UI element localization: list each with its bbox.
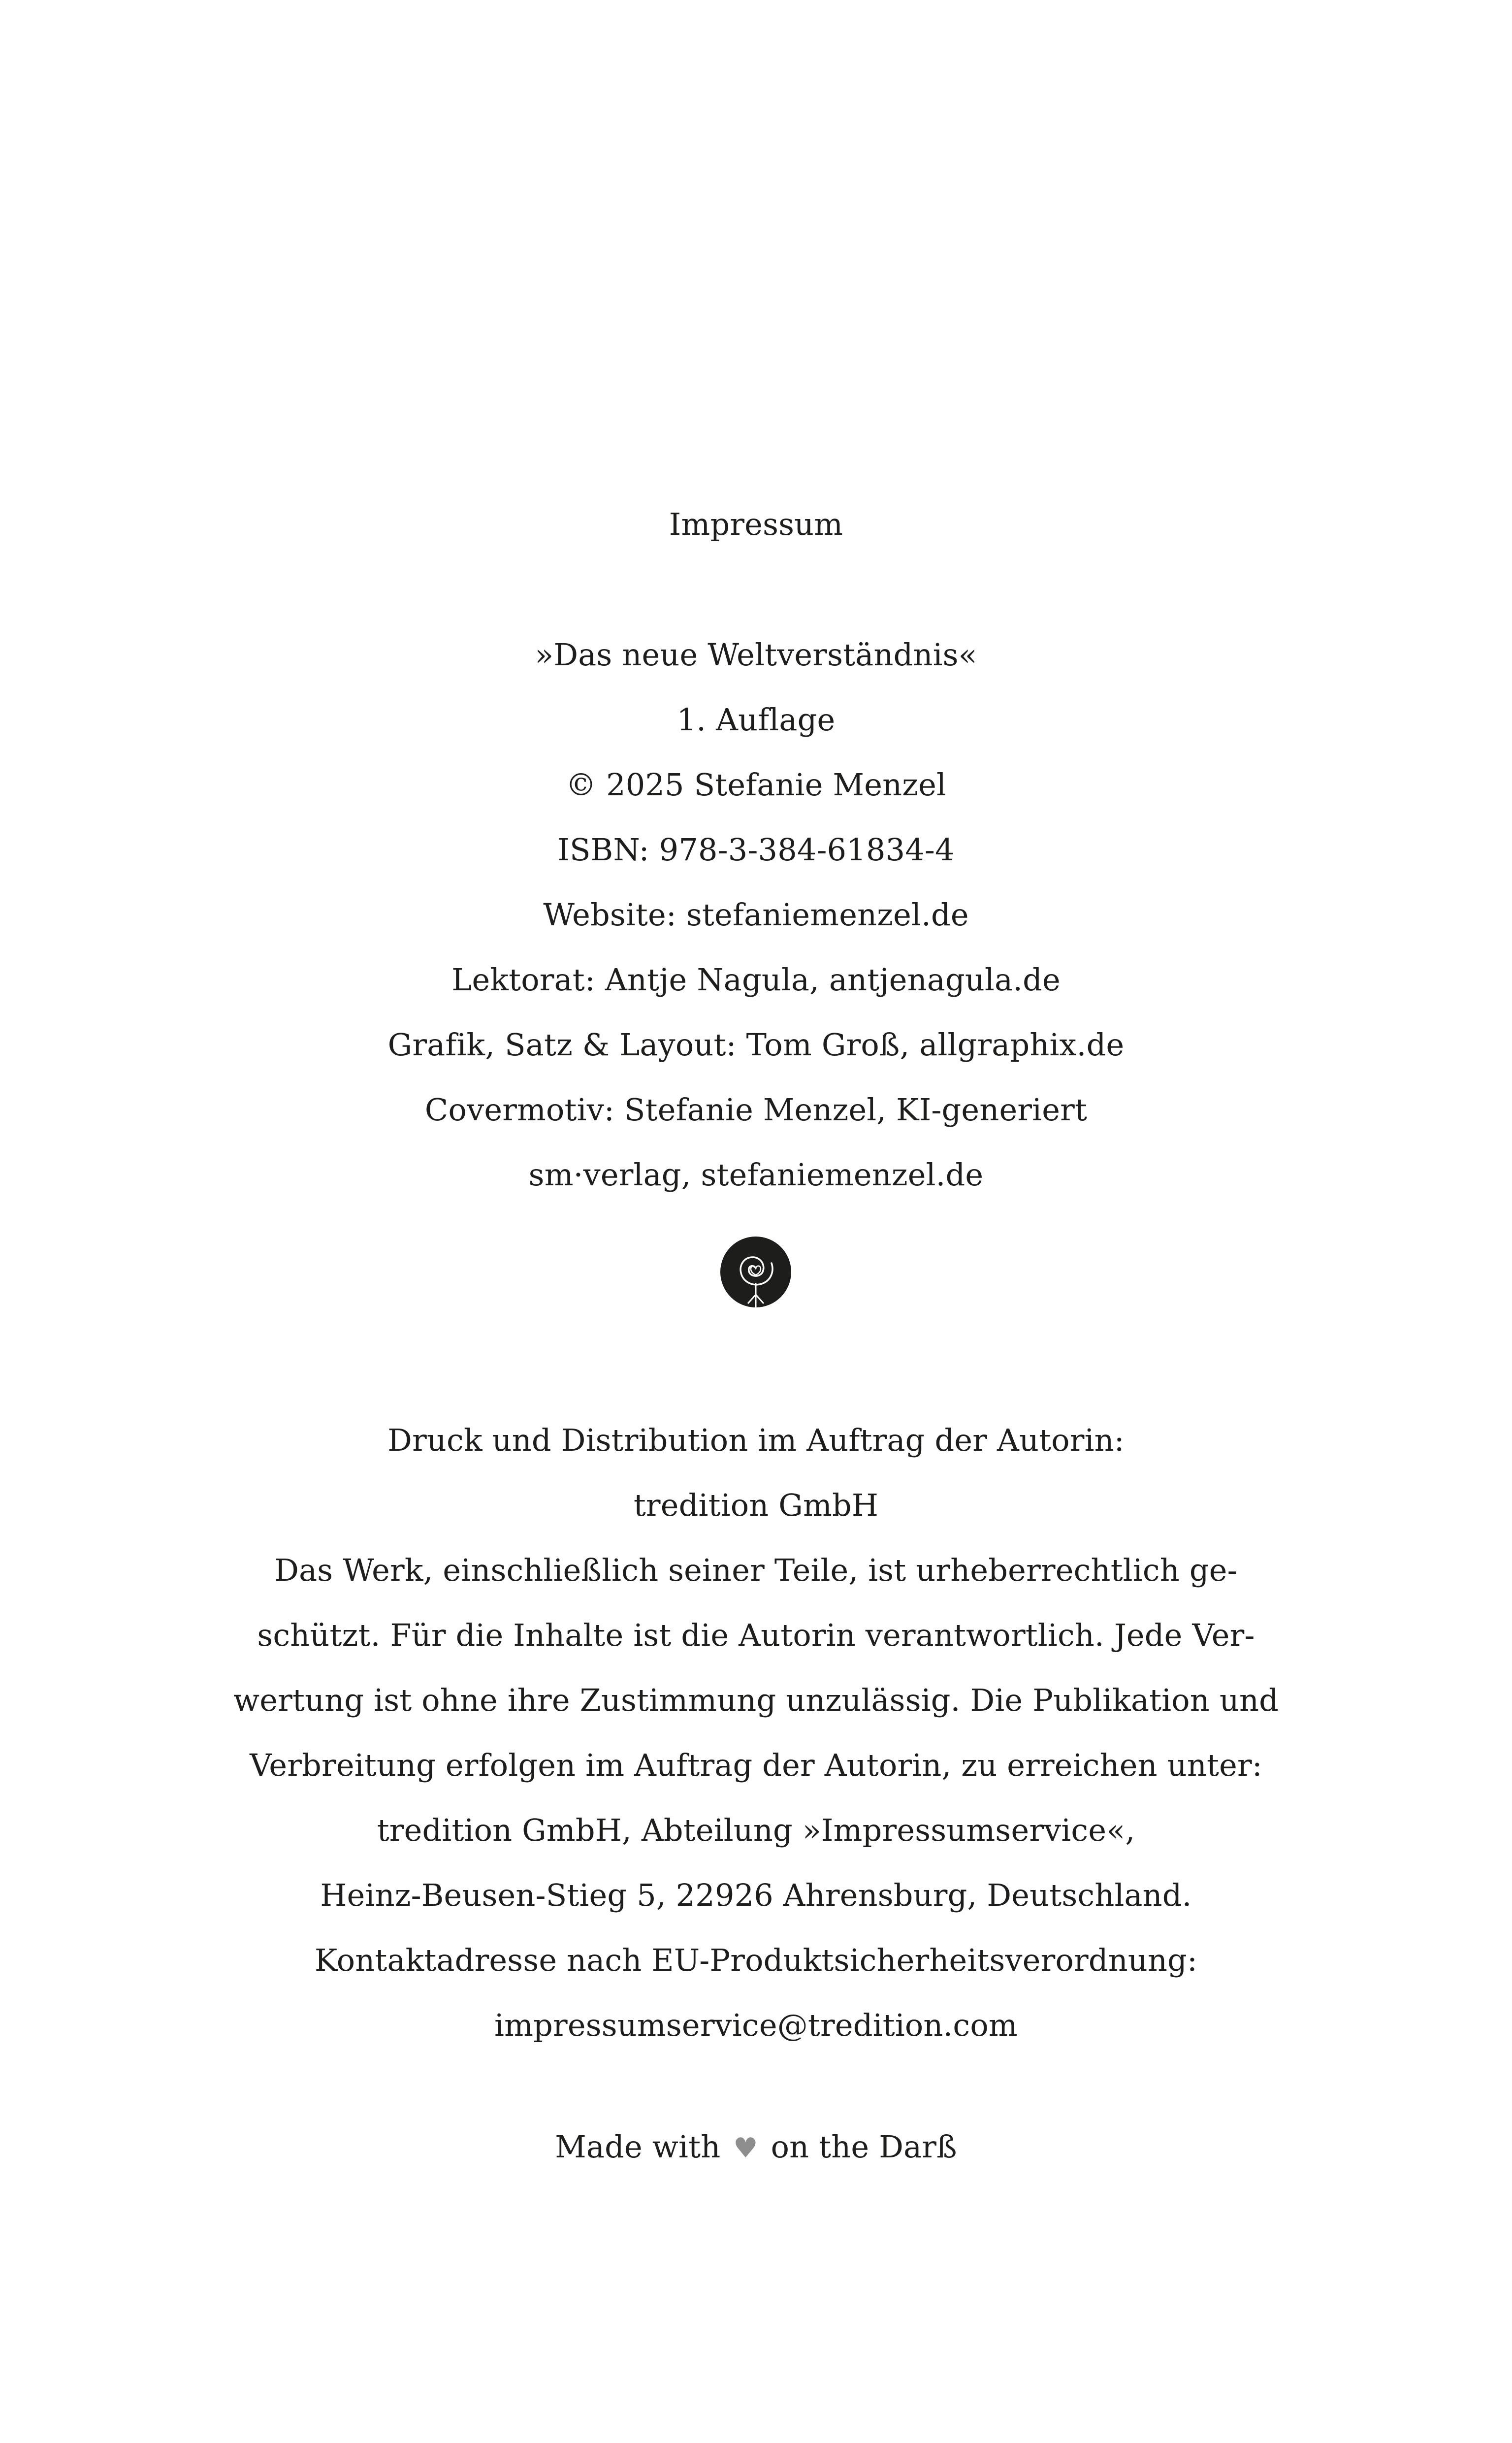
isbn: ISBN: 978-3-384-61834-4 (557, 832, 955, 868)
copyright: © 2025 Stefanie Menzel (565, 767, 947, 803)
covermotiv: Covermotiv: Stefanie Menzel, KI-generiert (424, 1092, 1088, 1128)
made-with-line (0, 2125, 1512, 2171)
distribution-line: Das Werk, einschließlich seiner Teile, ist urheberrechtlich ge- (274, 1552, 1238, 1588)
imprint-heading: Impressum (669, 506, 843, 542)
distribution-line: Druck und Distribution im Auftrag der Autorin: (387, 1422, 1125, 1458)
distribution-line: Kontaktadresse nach EU-Produktsicherheitsverordnung: (314, 1942, 1198, 1978)
distribution-line: Verbreitung erfolgen im Auftrag der Autorin, zu erreichen unter: (250, 1747, 1262, 1783)
lektorat: Lektorat: Antje Nagula, antjenagula.de (451, 962, 1061, 998)
heart-icon: ♥ (733, 2132, 758, 2164)
distribution-line: Heinz-Beusen-Stieg 5, 22926 Ahrensburg, Deutschland. (320, 1877, 1192, 1913)
made-with-text: Made with (555, 2129, 721, 2165)
distribution-line: tredition GmbH (633, 1487, 879, 1523)
distribution-line: tredition GmbH, Abteilung »Impressumservice«, (377, 1812, 1135, 1848)
grafik-satz-layout: Grafik, Satz & Layout: Tom Groß, allgraphix.de (387, 1027, 1125, 1063)
distribution-line: wertung ist ohne ihre Zustimmung unzulässig. Die Publikation und (233, 1682, 1279, 1718)
website: Website: stefaniemenzel.de (543, 897, 969, 933)
distribution-line: impressumservice@tredition.com (494, 2007, 1018, 2043)
verlag: sm·verlag, stefaniemenzel.de (528, 1157, 984, 1193)
spiral-flower-logo-icon (716, 1234, 795, 1312)
edition: 1. Auflage (676, 702, 836, 738)
distribution-line: schützt. Für die Inhalte ist die Autorin verantwortlich. Jede Ver- (257, 1617, 1255, 1653)
on-the-darss-text: on the Darß (771, 2129, 957, 2165)
book-title: »Das neue Weltverständnis« (535, 637, 977, 673)
